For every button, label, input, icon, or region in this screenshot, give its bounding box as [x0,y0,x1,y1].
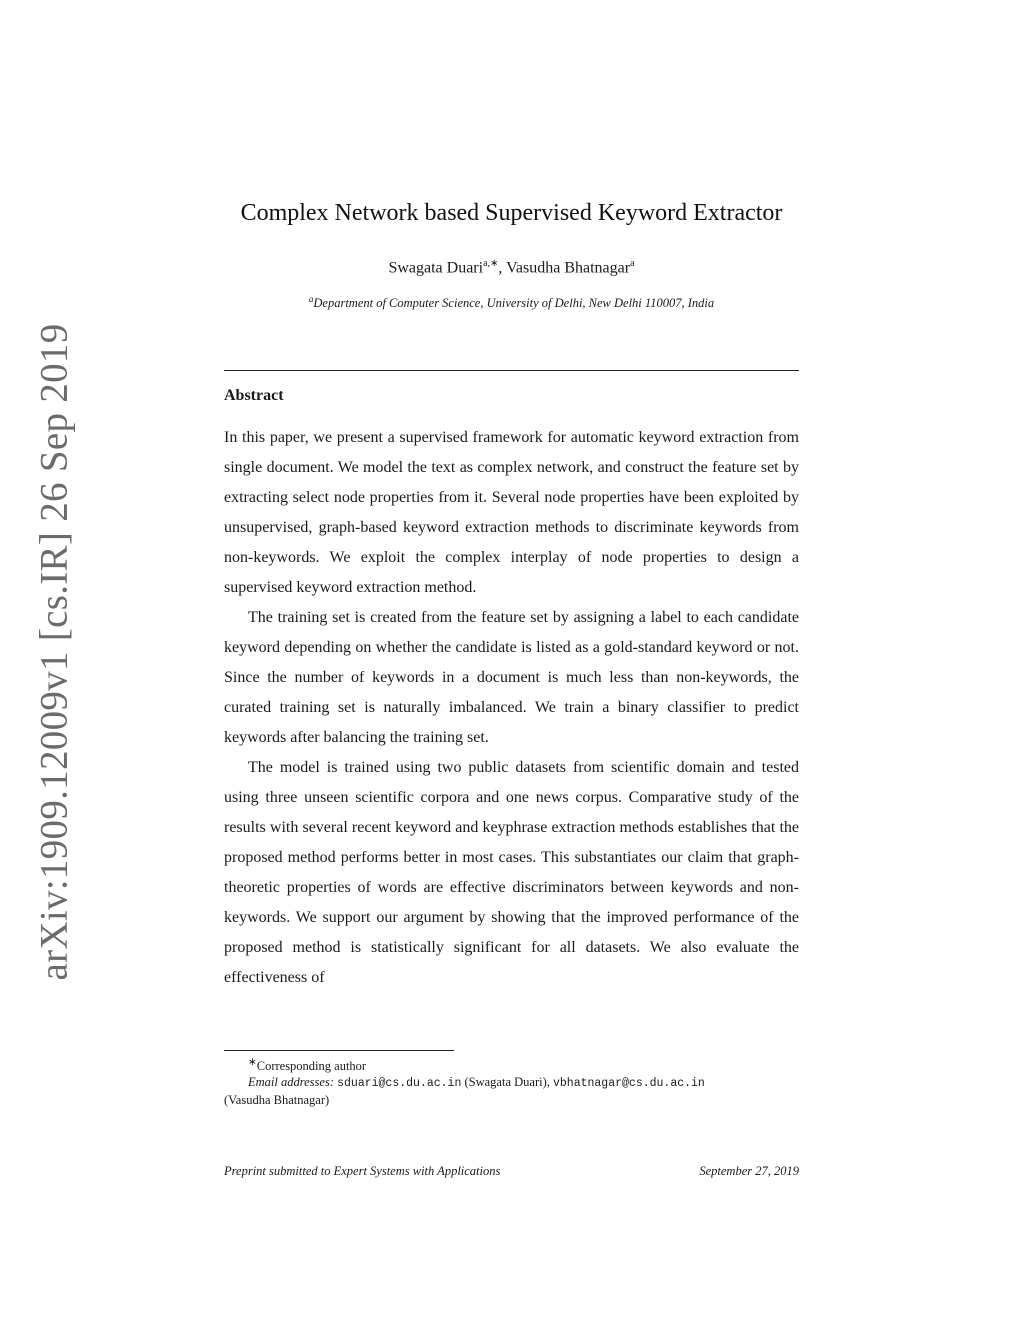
affiliation-mark: a [308,294,314,304]
author-affiliation-mark: a,∗ [483,258,499,269]
corresponding-author-note [224,1055,799,1074]
email-link[interactable]: vbhatnagar@cs.du.ac.in [553,1077,705,1091]
email-owner-line: (Vasudha Bhatnagar) [224,1093,330,1108]
arxiv-identifier-stamp: arXiv:1909.12009v1 [cs.IR] 26 Sep 2019 [32,323,76,981]
author-name: Vasudha Bhatnagar [506,259,631,277]
author-list [224,258,799,277]
email-owner: (Swagata Duari), [461,1075,553,1090]
abstract-heading: Abstract [224,387,284,404]
paper-title: Complex Network based Supervised Keyword Extractor [240,200,783,226]
abstract-paragraph: In this paper, we present a supervised framework for automatic keyword extraction from single document. We model the text as complex network, and construct the feature set by extracting select node properties from it. Several node properties have been exploited by unsupervised, graph-based keyword extraction methods to discriminate keywords from non-keywords. We exploit the complex interplay of node properties to design a supervised keyword extraction method. [224,429,799,596]
footnote-mark: ∗ [248,1057,257,1068]
email-addresses-line [224,1074,799,1092]
abstract-body [224,423,799,993]
author-affiliation-mark: a [630,258,635,269]
email-link[interactable]: sduari@cs.du.ac.in [337,1077,462,1091]
affiliation [224,294,799,311]
affiliation-text: Department of Computer Science, University of Delhi, New Delhi 110007, India [313,296,715,311]
footnote-rule [224,1050,454,1051]
corresponding-author-text: Corresponding author [256,1059,367,1074]
author-name: Swagata Duari [388,259,484,277]
footnote [224,1055,799,1108]
date: September 27, 2019 [699,1164,799,1178]
author-separator: , [498,259,507,277]
preprint-note: Preprint submitted to Expert Systems with Applications [224,1164,501,1178]
email-label: Email addresses: [248,1075,334,1090]
abstract-paragraph: The model is trained using two public datasets from scientific domain and tested using three unseen scientific corpora and one news corpus. Comparative study of the results with several recent keyword and keyphrase extraction methods establishes that the proposed method performs better in most cases. This substantiates our claim that graph-theoretic properties of words are effective discriminators between keywords and non-keywords. We support our argument by showing that the improved performance of the proposed method is statistically significant for all datasets. We also evaluate the effectiveness of [224,759,799,986]
abstract-paragraph: The training set is created from the feature set by assigning a label to each candidate keyword depending on whether the candidate is listed as a gold-standard keyword or not. Since the number of keywords in a document is much less than non-keywords, the curated training set is naturally imbalanced. We train a binary classifier to predict keywords after balancing the training set. [224,609,799,746]
abstract-top-rule [224,370,799,371]
